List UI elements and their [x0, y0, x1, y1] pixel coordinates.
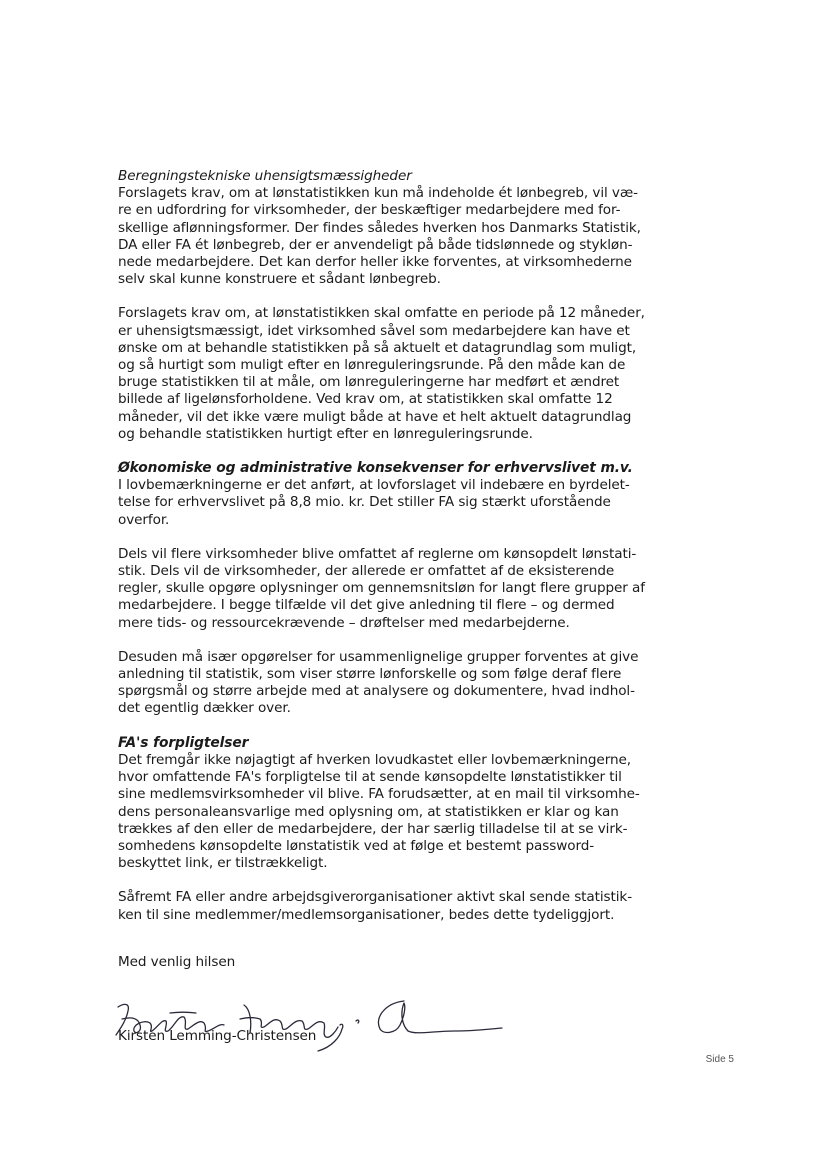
document-body: [118, 168, 648, 1053]
section-heading-obligations: FA's forpligtelser: [118, 734, 249, 751]
paragraph: Desuden må især opgørelser for usammenlignelige grupper forventes at give anledning til statistik, som viser større lønforskelle og som følge deraf flere spørgsmål og større arbejde med at analysere og dokumentere, hvad indhol- det egentlig dækker over.: [118, 648, 639, 717]
page-number: Side 5: [705, 1054, 734, 1065]
signatory-name: Kirsten Lemming-Christensen: [118, 1027, 317, 1044]
section-heading-calculation: Beregningstekniske uhensigtsmæssigheder: [118, 168, 412, 184]
section-heading-consequences: Økonomiske og administrative konsekvenser for erhvervslivet m.v.: [118, 460, 633, 477]
closing-greeting: Med venlig hilsen: [118, 953, 236, 970]
paragraph: Forslagets krav om, at lønstatistikken skal omfatte en periode på 12 måneder, er uhensigtsmæssigt, idet virksomhed såvel som medarbejdere kan have et ønske om at behandle statistikken på så aktuelt et datagrundlag som muligt, og så hurtigt som muligt efter en lønreguleringsrunde. På den måde kan de bruge statistikken til at måle, om lønreguleringerne har medført et ændret billede af ligelønsforholdene. Ved krav om, at statistikken skal omfatte 12 måneder, vil det ikke være muligt både at have et helt aktuelt datagrundlag og behandle statistikken hurtigt efter en lønreguleringsrunde.: [118, 305, 645, 442]
paragraph: Forslagets krav, om at lønstatistikken kun må indeholde ét lønbegreb, vil væ- re en udfordring for virksomheder, der beskæftiger medarbejdere med for- skellige aflønningsformer. Der findes således hverken hos Danmarks Statistik, DA eller FA ét lønbegreb, der er anvendeligt på både tidslønnede og stykløn- nede medarbejdere. Det kan derfor heller ikke forventes, at virksomhederne selv skal kunne konstruere et sådant lønbegreb.: [118, 185, 641, 288]
paragraph: Såfremt FA eller andre arbejdsgiverorganisationer aktivt skal sende statistik- ken til sine medlemmer/medlemsorganisationer, bedes dette tydeliggjort.: [118, 889, 633, 923]
paragraph: Det fremgår ikke nøjagtigt af hverken lovudkastet eller lovbemærkningerne, hvor omfattende FA's forpligtelse til at sende kønsopdelte lønstatistikker til sine medlemsvirksomheder vil blive. FA forudsætter, at en mail til virksomhe- dens personaleansvarlige med oplysning om, at statistikken er klar og kan trækkes af den eller de medarbejdere, der har særlig tilladelse til at se virk- somhedens kønsopdelte lønstatistik ved at følge et bestemt password- beskyttet link, er tilstrækkeligt.: [118, 751, 640, 872]
paragraph: I lovbemærkningerne er det anført, at lovforslaget vil indebære en byrdelet- telse for erhvervslivet på 8,8 mio. kr. Det stiller FA sig stærkt uforstående overfor.: [118, 477, 630, 528]
signature-block: [118, 993, 648, 1053]
paragraph: Dels vil flere virksomheder blive omfattet af reglerne om kønsopdelt lønstati- stik. Dels vil de virksomheder, der allerede er omfattet af de eksisterende regler, skulle opgøre oplysninger om gennemsnitsløn for langt flere grupper af medarbejdere. I begge tilfælde vil det give anledning til flere – og dermed mere tids- og ressourcekrævende – drøftelser med medarbejderne.: [118, 545, 645, 631]
